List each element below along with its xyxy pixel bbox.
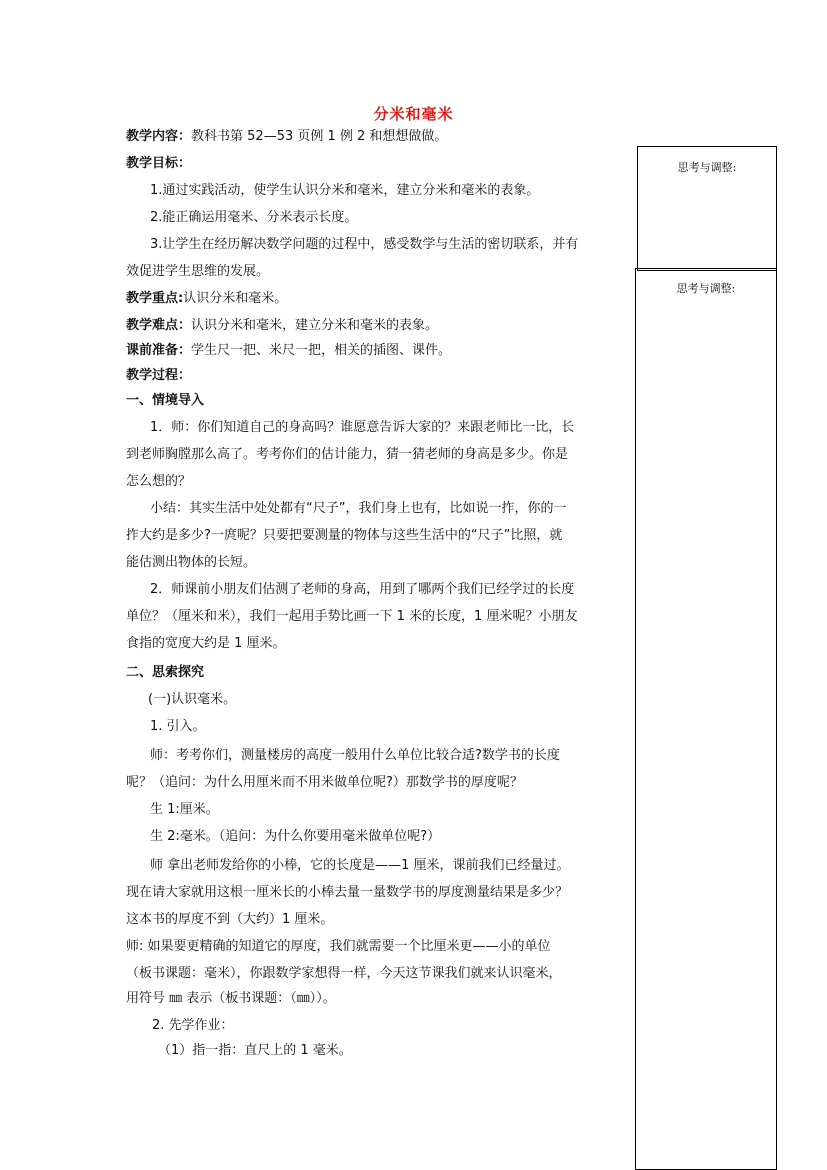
section-2-heading [126, 664, 204, 682]
line-text: （板书课题：毫米），你跟数学家想得一样，今天这节课我们就来认识毫米， [126, 966, 562, 981]
line-label: 二、思索探究 [126, 665, 205, 680]
line-label: 教学过程： [126, 368, 192, 383]
line-label: 教学难点： [126, 318, 192, 333]
line-text: 生 1:厘米。 [150, 802, 219, 817]
paragraph-line [126, 473, 191, 491]
paragraph-line [150, 857, 570, 875]
line-text: 3.让学生在经历解决数学问题的过程中，感受数学与生活的密切联系，并有 [150, 237, 579, 252]
paragraph-line [126, 884, 568, 902]
line-text: 食指的宽度大约是 1 厘米。 [126, 636, 286, 651]
paragraph-line [126, 635, 286, 653]
line-process-heading [126, 367, 191, 385]
paragraph-line [150, 581, 574, 599]
paragraph-line [126, 446, 568, 464]
paragraph-line [150, 718, 206, 736]
paragraph-line [150, 747, 560, 765]
line-difficulties [126, 317, 438, 335]
paragraph-line [126, 990, 336, 1008]
paragraph-line [150, 801, 219, 819]
line-text: 效促进学生思维的发展。 [126, 264, 270, 279]
paragraph-line [126, 911, 333, 929]
line-goal-2 [150, 209, 357, 227]
line-text: 认识分米和毫米。 [183, 291, 288, 306]
line-label: 教学内容： [126, 129, 192, 144]
line-goal-1 [150, 182, 539, 200]
line-text: 师 拿出老师发给你的小棒，它的长度是——1 厘米，课前我们已经量过。 [150, 858, 570, 873]
line-text: 能估测出物体的长短。 [126, 555, 257, 570]
line-teaching-content [126, 128, 447, 146]
line-goal-3 [150, 236, 578, 254]
line-text: 2. 先学作业： [152, 1018, 234, 1033]
notes-box-bottom [635, 268, 777, 1170]
paragraph-line [158, 1042, 352, 1060]
paragraph-line [126, 608, 577, 626]
line-teaching-goals-heading [126, 155, 191, 173]
line-label: 一、情境导入 [126, 393, 205, 408]
notes-box-label: 思考与调整: [677, 161, 737, 174]
line-text: 生 2:毫米。（追问：为什么你要用毫米做单位呢?） [150, 829, 441, 844]
line-text: 学生尺一把、米尺一把，相关的插图、课件。 [191, 343, 452, 358]
line-label: 教学目标： [126, 156, 192, 171]
line-text: 师：考考你们，测量楼房的高度一般用什么单位比较合适?数学书的长度 [150, 748, 560, 763]
line-text: 1.通过实践活动，使学生认识分米和毫米，建立分米和毫米的表象。 [150, 183, 540, 198]
line-key-points [126, 290, 287, 308]
line-text: 认识分米和毫米，建立分米和毫米的表象。 [191, 318, 439, 333]
line-preparation [126, 342, 451, 360]
paragraph-line [148, 691, 236, 709]
line-text: 呢？（追问：为什么用厘米而不用米做单位呢?）那数学书的厚度呢？ [126, 775, 523, 790]
line-text: 拃大约是多少?一庹呢？只要把要测量的物体与这些生活中的“尺子”比照，就 [126, 528, 563, 543]
paragraph-line [126, 965, 562, 983]
line-text: 单位？（厘米和米），我们一起用手势比画一下 1 米的长度，1 厘米呢？小朋友 [126, 609, 578, 624]
paragraph-line [150, 500, 566, 518]
paragraph-line [152, 1017, 234, 1035]
line-text: 到老师胸膛那么高了。考考你们的估计能力，猜一猜老师的身高是多少。你是 [126, 447, 569, 462]
line-text: 2．师课前小朋友们估测了老师的身高，用到了哪两个我们已经学过的长度 [150, 582, 575, 597]
line-text: （1）指一指：直尺上的 1 毫米。 [158, 1043, 352, 1058]
line-text: 这本书的厚度不到（大约）1 厘米。 [126, 912, 334, 927]
line-label: 教学重点: [126, 291, 184, 306]
document-title: 分米和毫米 [373, 105, 454, 123]
line-text: 师: 如果要更精确的知道它的厚度，我们就需要一个比厘米更——小的单位 [126, 939, 551, 954]
line-text: 1. 引入。 [150, 719, 206, 734]
paragraph-line [126, 938, 551, 956]
paragraph-line [150, 828, 440, 846]
paragraph-line [126, 774, 523, 792]
line-text: 用符号 ㎜ 表示（板书课题：（㎜））。 [126, 991, 336, 1006]
paragraph-line [150, 419, 574, 437]
line-label: 课前准备： [126, 343, 192, 358]
line-text: 现在请大家就用这根一厘米长的小棒去量一量数学书的厚度测量结果是多少？ [126, 885, 569, 900]
paragraph-line [126, 527, 562, 545]
paragraph-line [126, 554, 256, 572]
line-text: 小结：其实生活中处处都有“尺子”，我们身上也有，比如说一拃，你的一 [150, 501, 567, 516]
line-goal-3-cont [126, 263, 269, 281]
line-text: (一)认识毫米。 [148, 692, 237, 707]
line-text: 2.能正确运用毫米、分米表示长度。 [150, 210, 358, 225]
notes-box-label: 思考与调整: [676, 282, 736, 295]
section-1-heading [126, 392, 204, 410]
line-text: 教科书第 52—53 页例 1 例 2 和想想做做。 [191, 129, 448, 144]
line-text: 怎么想的？ [126, 474, 192, 489]
line-text: 1．师：你们知道自己的身高吗？谁愿意告诉大家的？来跟老师比一比，长 [150, 420, 575, 435]
notes-box-top [637, 146, 777, 271]
